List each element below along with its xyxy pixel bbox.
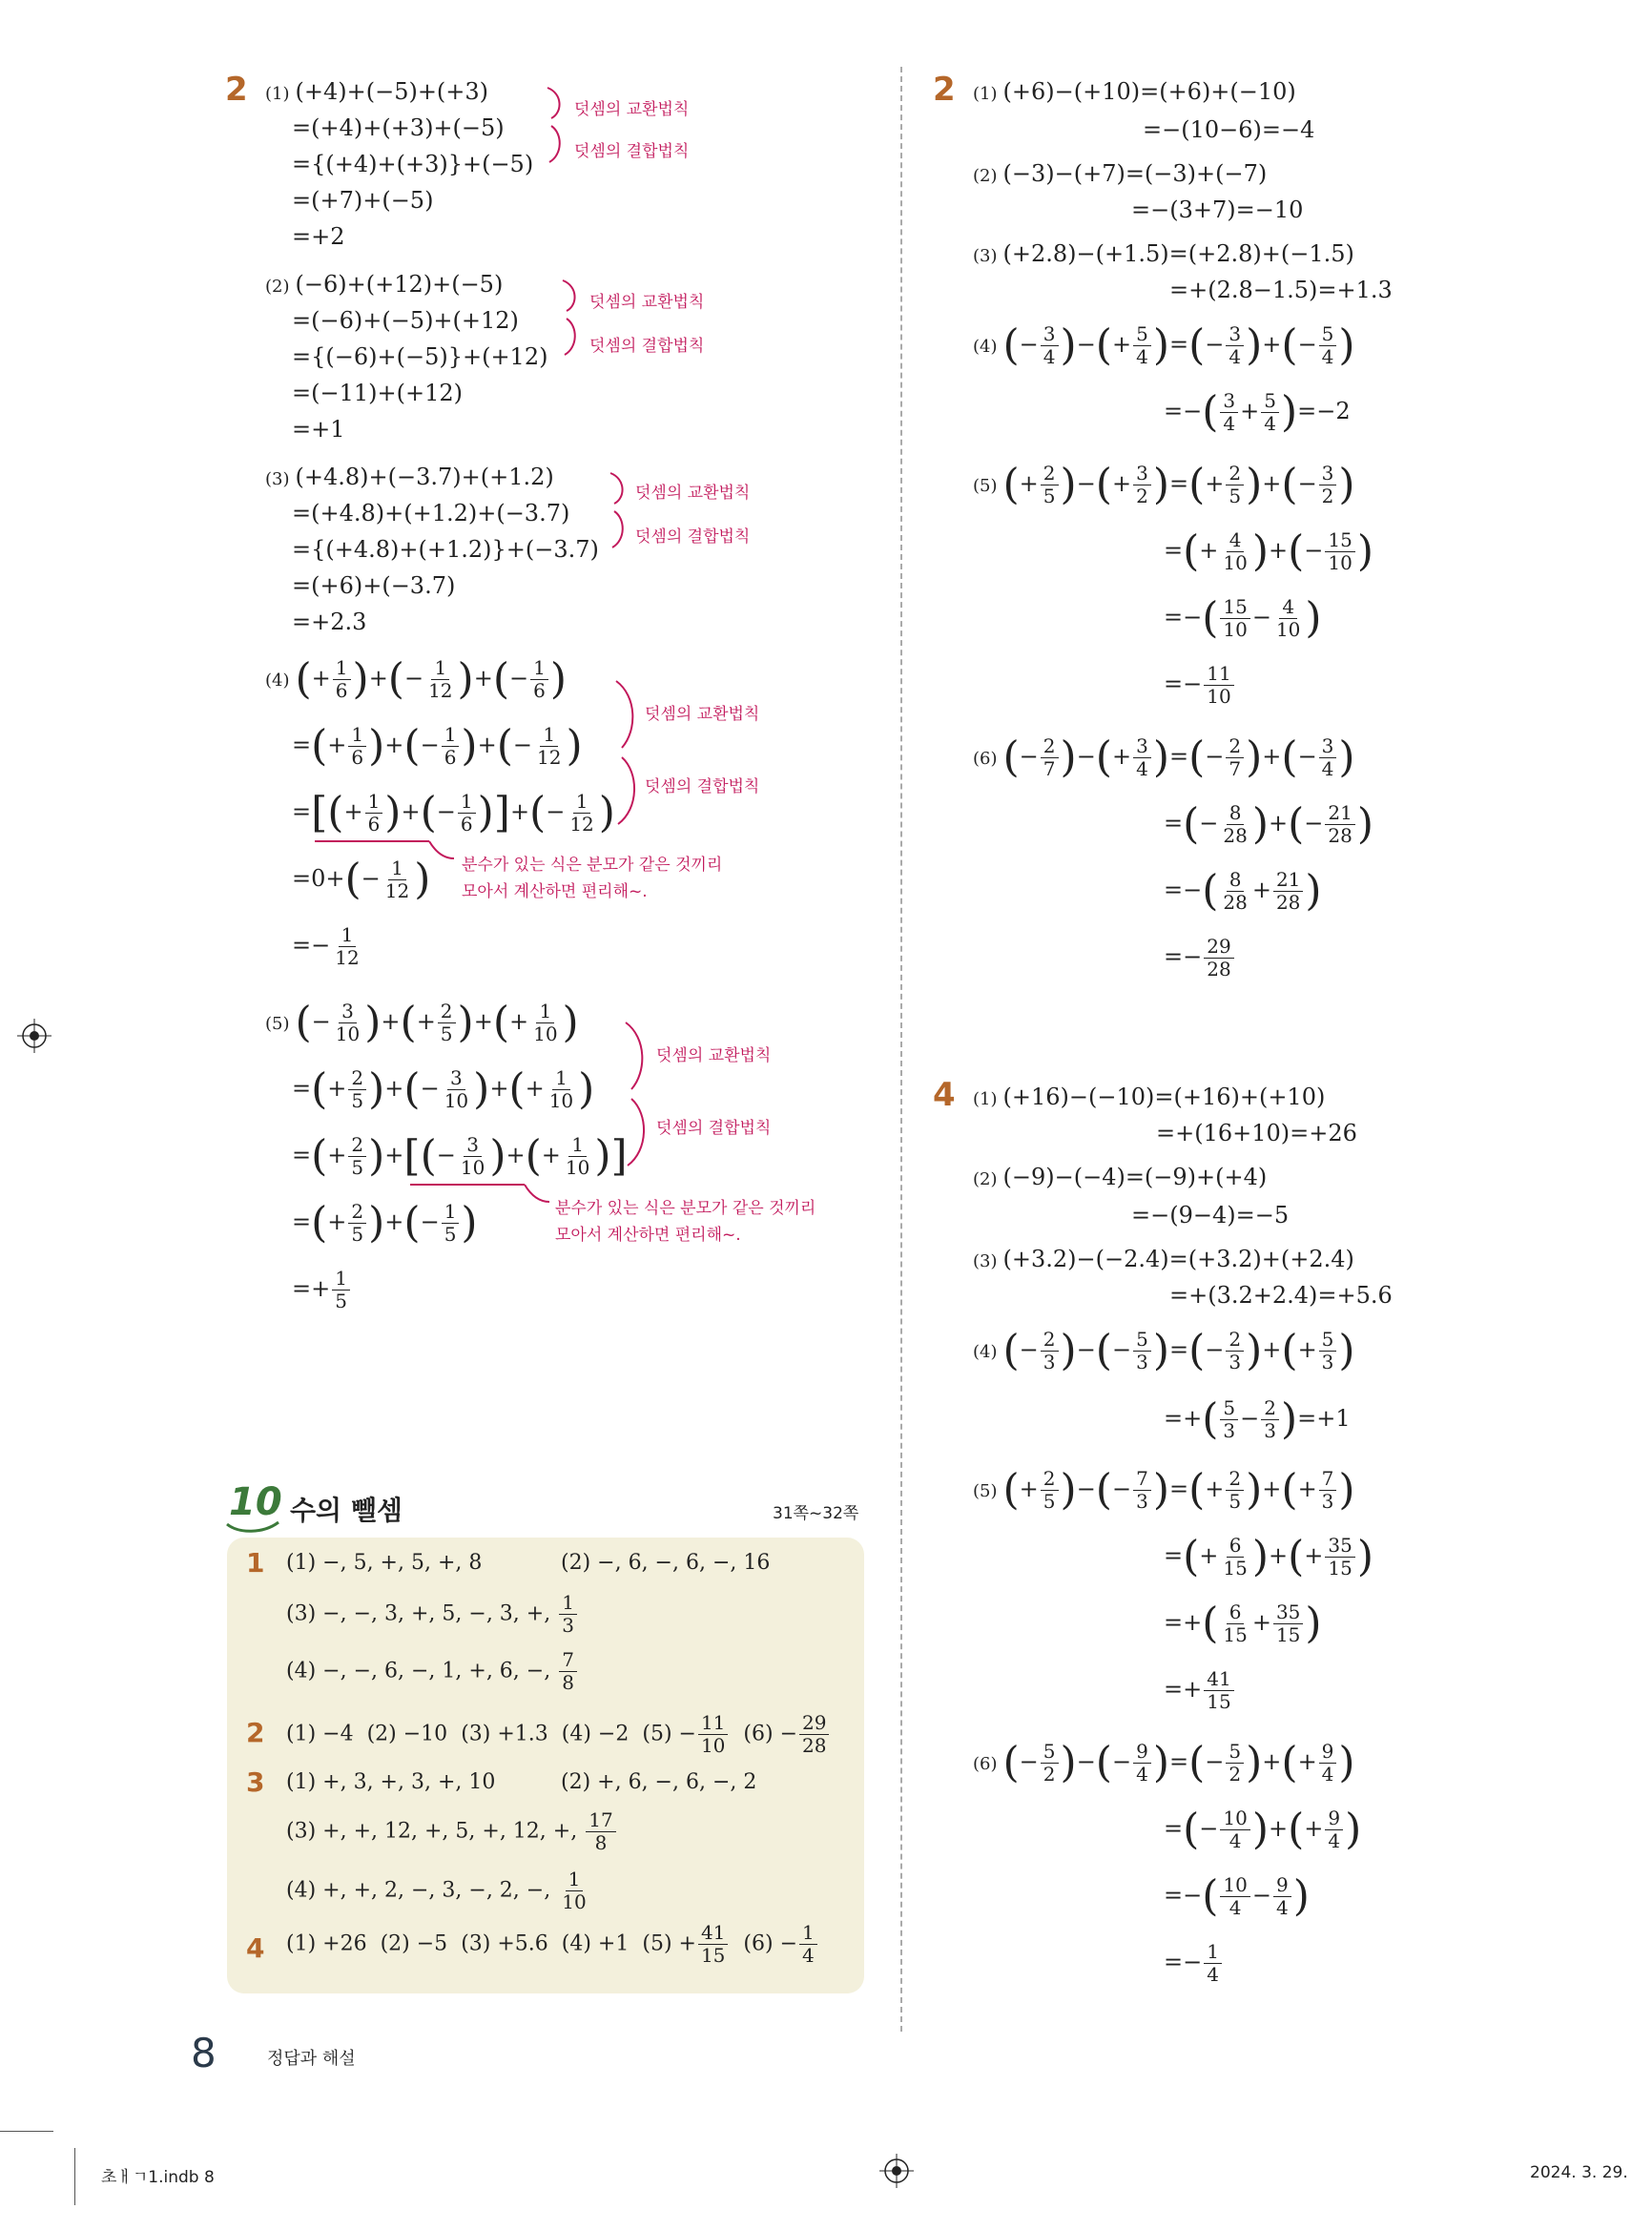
answer-line: (2) −, 6, −, 6, −, 16 bbox=[561, 1551, 771, 1575]
question-number: 4 bbox=[933, 1076, 956, 1114]
step-line: =+( $\frac{6}{15}$ + $\frac{35}{15}$ ) bbox=[1164, 1599, 1322, 1648]
step-line: (5) (+ $\frac{2}{5}$ )−(+ $\frac{3}{2}$ )=(+ $\frac{2}{5}$ )+(− $\frac{3}{2}$ ) bbox=[973, 460, 1355, 509]
brace-arrow-icon bbox=[607, 469, 635, 555]
step-line: (2) (−3)−(+7)=(−3)+(−7) bbox=[973, 160, 1268, 187]
step-line: (5) (− $\frac{3}{10}$ )+(+ $\frac{2}{5}$ )+(+ $\frac{1}{10}$ ) bbox=[265, 998, 579, 1047]
step-line: =+2.3 bbox=[292, 609, 367, 635]
answer-number: 4 bbox=[246, 1932, 265, 1964]
step-line: ={(+4.8)+(+1.2)}+(−3.7) bbox=[292, 536, 599, 563]
annotation-note: 덧셈의 결합법칙 bbox=[635, 527, 751, 547]
step-line: ={(+4)+(+3)}+(−5) bbox=[292, 151, 534, 177]
step-line: (4) (− $\frac{2}{3}$ )−(− $\frac{5}{3}$ )=(− $\frac{2}{3}$ )+(+ $\frac{5}{3}$ ) bbox=[973, 1326, 1355, 1375]
column-divider bbox=[900, 67, 902, 2032]
step-line: =(− $\frac{8}{28}$ )+(− $\frac{21}{28}$ ) bbox=[1164, 799, 1374, 849]
step-line: =(+ $\frac{4}{10}$ )+(− $\frac{15}{10}$ ) bbox=[1164, 527, 1374, 576]
answer-line: (1) +, 3, +, 3, +, 10 bbox=[286, 1770, 496, 1794]
step-line: (4) (− $\frac{3}{4}$ )−(+ $\frac{5}{4}$ )=(− $\frac{3}{4}$ )+(− $\frac{5}{4}$ ) bbox=[973, 320, 1355, 370]
step-line: ={(−6)+(−5)}+(+12) bbox=[292, 343, 548, 370]
brace-arrow-icon bbox=[612, 677, 647, 830]
question-number: 2 bbox=[933, 71, 956, 109]
answer-line: (1) −, 5, +, 5, +, 8 bbox=[286, 1551, 483, 1575]
step-line: (3) (+3.2)−(−2.4)=(+3.2)+(+2.4) bbox=[973, 1246, 1354, 1272]
annotation-note: 덧셈의 결합법칙 bbox=[589, 337, 705, 356]
brace-arrow-icon bbox=[544, 84, 572, 170]
answer-number: 2 bbox=[246, 1717, 265, 1748]
step-line: (1) (+6)−(+10)=(+6)+(−10) bbox=[973, 78, 1296, 105]
registration-mark-icon bbox=[879, 2154, 914, 2188]
answer-line: (3) −, −, 3, +, 5, −, 3, +, $\frac{1}{3}$ bbox=[286, 1593, 579, 1636]
brace-arrow-icon bbox=[559, 277, 588, 362]
tip-note: 모아서 계산하면 편리해~. bbox=[462, 882, 648, 901]
step-line: (2) (−9)−(−4)=(−9)+(+4) bbox=[973, 1164, 1268, 1190]
answer-number: 1 bbox=[246, 1547, 265, 1579]
page-number: 8 bbox=[191, 2030, 217, 2076]
step-line: =+2 bbox=[292, 223, 345, 250]
step-line: =−( $\frac{8}{28}$ + $\frac{21}{28}$ ) bbox=[1164, 866, 1322, 916]
crop-mark bbox=[0, 2131, 53, 2132]
step-line: =(+4.8)+(+1.2)+(−3.7) bbox=[292, 500, 570, 527]
step-line: (3) (+4.8)+(−3.7)+(+1.2) bbox=[265, 464, 554, 490]
step-line: =+( $\frac{5}{3}$ − $\frac{2}{3}$ )=+1 bbox=[1164, 1394, 1351, 1444]
annotation-note: 덧셈의 결합법칙 bbox=[656, 1119, 772, 1138]
annotation-note: 덧셈의 교환법칙 bbox=[589, 293, 705, 312]
step-line: (4) (+ $\frac{1}{6}$ )+(− $\frac{1}{12}$ )+(− $\frac{1}{6}$ ) bbox=[265, 654, 567, 704]
tip-note: 모아서 계산하면 편리해~. bbox=[555, 1226, 741, 1245]
step-line: =(− $\frac{10}{4}$ )+(+ $\frac{9}{4}$ ) bbox=[1164, 1805, 1362, 1854]
step-line: =(+7)+(−5) bbox=[292, 187, 434, 214]
answer-line: (4) +, +, 2, −, 3, −, 2, −, $\frac{1}{10}$ bbox=[286, 1868, 587, 1913]
step-line: =+ $\frac{41}{15}$ bbox=[1164, 1669, 1236, 1712]
step-line: (6) (− $\frac{2}{7}$ )−(+ $\frac{3}{4}$ )=(− $\frac{2}{7}$ )+(− $\frac{3}{4}$ ) bbox=[973, 733, 1355, 782]
step-line: =(+ $\frac{2}{5}$ )+[(− $\frac{3}{10}$ )+(+ $\frac{1}{10}$ )] bbox=[292, 1131, 628, 1181]
step-line: =−( $\frac{15}{10}$ − $\frac{4}{10}$ ) bbox=[1164, 593, 1322, 643]
step-line: =− $\frac{1}{4}$ bbox=[1164, 1942, 1224, 1985]
step-line: =− $\frac{1}{12}$ bbox=[292, 923, 360, 969]
answer-line: (4) −, −, 6, −, 1, +, 6, −, $\frac{7}{8}$ bbox=[286, 1650, 579, 1693]
file-slug: 초ㅐㄱ1.indb 8 bbox=[101, 2168, 215, 2187]
step-line: =[(+ $\frac{1}{6}$ )+(− $\frac{1}{6}$ )]+(− $\frac{1}{12}$ ) bbox=[292, 788, 615, 837]
step-line: =−( $\frac{3}{4}$ + $\frac{5}{4}$ )=−2 bbox=[1164, 387, 1351, 437]
step-line: =+ $\frac{1}{5}$ bbox=[292, 1269, 352, 1311]
step-line: =(+ $\frac{2}{5}$ )+(− $\frac{1}{5}$ ) bbox=[292, 1198, 478, 1248]
step-line: =(−11)+(+12) bbox=[292, 380, 463, 406]
page-range: 31쪽~32쪽 bbox=[773, 1504, 859, 1523]
answer-line: (1) +26 (2) −5 (3) +5.6 (4) +1 (5) + $\frac{41}{15}$ (6) − $\frac{1}{4}$ bbox=[286, 1923, 819, 1966]
annotation-note: 덧셈의 교환법칙 bbox=[656, 1046, 772, 1065]
annotation-note: 덧셈의 결합법칙 bbox=[645, 777, 760, 796]
annotation-note: 덧셈의 교환법칙 bbox=[645, 705, 760, 724]
question-number: 2 bbox=[225, 71, 248, 109]
step-line: (3) (+2.8)−(+1.5)=(+2.8)+(−1.5) bbox=[973, 240, 1354, 267]
annotation-note: 덧셈의 결합법칙 bbox=[574, 142, 690, 161]
step-line: =(+ $\frac{1}{6}$ )+(− $\frac{1}{6}$ )+(− $\frac{1}{12}$ ) bbox=[292, 721, 583, 771]
step-line: =− $\frac{29}{28}$ bbox=[1164, 937, 1236, 980]
annotation-note: 덧셈의 교환법칙 bbox=[635, 484, 751, 503]
brace-arrow-icon bbox=[622, 1019, 656, 1171]
footer-label: 정답과 해설 bbox=[267, 2049, 356, 2069]
step-line: =+1 bbox=[292, 416, 345, 443]
answer-line: (2) +, 6, −, 6, −, 2 bbox=[561, 1770, 757, 1794]
section-badge: 10 bbox=[225, 1486, 280, 1528]
step-line: =−(3+7)=−10 bbox=[1131, 196, 1304, 223]
step-line: (1) (+16)−(−10)=(+16)+(+10) bbox=[973, 1084, 1326, 1110]
print-date: 2024. 3. 29. bbox=[1530, 2163, 1628, 2182]
annotation-note: 덧셈의 교환법칙 bbox=[574, 100, 690, 119]
step-line: =+(2.8−1.5)=+1.3 bbox=[1169, 277, 1393, 303]
step-line: =(+ $\frac{2}{5}$ )+(− $\frac{3}{10}$ )+(+ $\frac{1}{10}$ ) bbox=[292, 1064, 595, 1114]
step-line: (5) (+ $\frac{2}{5}$ )−(− $\frac{7}{3}$ )=(+ $\frac{2}{5}$ )+(+ $\frac{7}{3}$ ) bbox=[973, 1465, 1355, 1515]
step-line: =−(10−6)=−4 bbox=[1143, 116, 1315, 143]
tip-note: 분수가 있는 식은 분모가 같은 것끼리 bbox=[555, 1199, 816, 1218]
registration-mark-icon bbox=[17, 1019, 52, 1053]
step-line: =−( $\frac{10}{4}$ − $\frac{9}{4}$ ) bbox=[1164, 1871, 1310, 1921]
answer-line: (3) +, +, 12, +, 5, +, 12, +, $\frac{17}{8}$ bbox=[286, 1810, 618, 1853]
step-line: (6) (− $\frac{5}{2}$ )−(− $\frac{9}{4}$ )=(− $\frac{5}{2}$ )+(+ $\frac{9}{4}$ ) bbox=[973, 1738, 1355, 1787]
step-line: (1) (+4)+(−5)+(+3) bbox=[265, 78, 489, 105]
step-line: (2) (−6)+(+12)+(−5) bbox=[265, 271, 504, 298]
answer-number: 3 bbox=[246, 1766, 265, 1798]
step-line: =+(3.2+2.4)=+5.6 bbox=[1169, 1282, 1393, 1309]
crop-mark bbox=[74, 2148, 75, 2205]
step-line: =(+6)+(−3.7) bbox=[292, 572, 456, 599]
step-line: =−(9−4)=−5 bbox=[1131, 1202, 1290, 1229]
answer-line: (1) −4 (2) −10 (3) +1.3 (4) −2 (5) − $\frac{11}{10}$ (6) − $\frac{29}{28}$ bbox=[286, 1713, 831, 1756]
step-line: =(+4)+(+3)+(−5) bbox=[292, 114, 505, 141]
step-line: =+(16+10)=+26 bbox=[1156, 1120, 1357, 1146]
step-line: =(+ $\frac{6}{15}$ )+(+ $\frac{35}{15}$ ) bbox=[1164, 1532, 1374, 1581]
step-line: =(−6)+(−5)+(+12) bbox=[292, 307, 519, 334]
step-line: =0+(− $\frac{1}{12}$ ) bbox=[292, 855, 431, 904]
section-title: 수의 뺄셈 bbox=[290, 1495, 403, 1526]
step-line: =− $\frac{11}{10}$ bbox=[1164, 664, 1236, 707]
tip-note: 분수가 있는 식은 분모가 같은 것끼리 bbox=[462, 856, 723, 875]
